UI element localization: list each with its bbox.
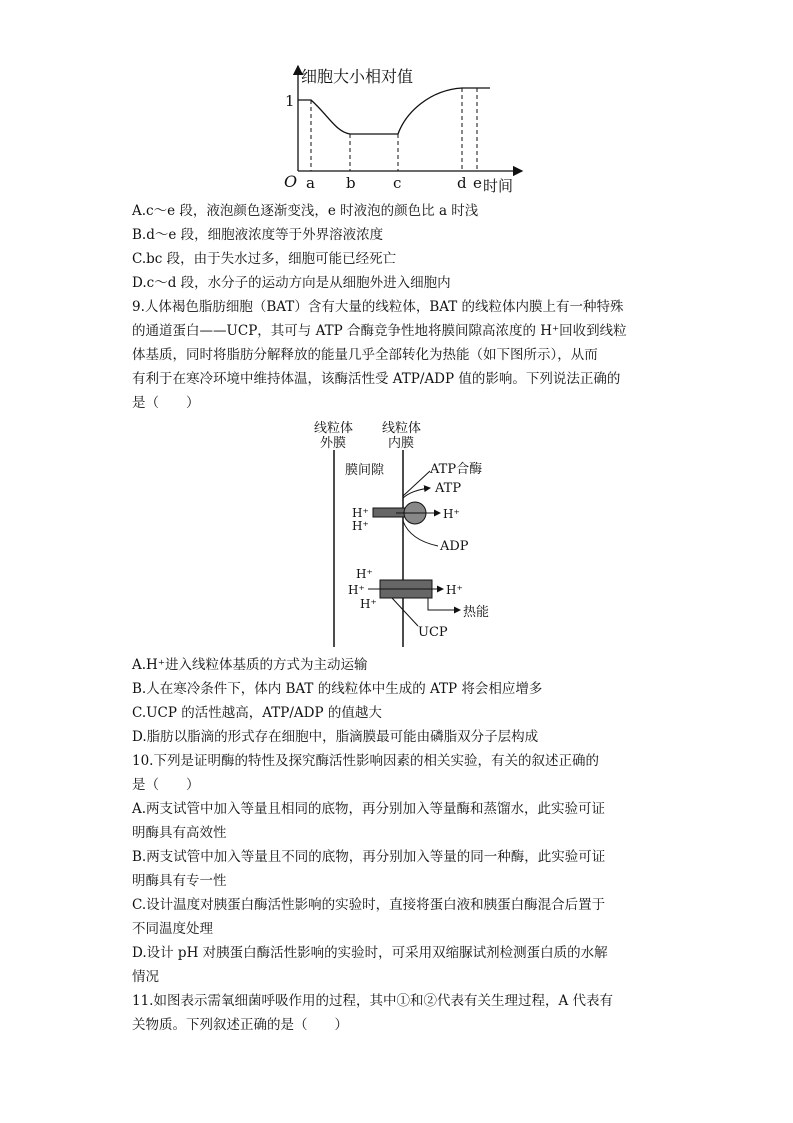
- q10-option-c-line-1: C.设计温度对胰蛋白酶活性影响的实验时，直接将蛋白液和胰蛋白酶混合后置于: [132, 897, 606, 913]
- inner-membrane-label-1: 线粒体: [382, 421, 422, 436]
- q10-option-b-line-1: B.两支试管中加入等量且不同的底物，再分别加入等量的同一种酶，此实验可证: [132, 849, 606, 865]
- ucp-pointer: [392, 598, 418, 626]
- adp-label: ADP: [440, 539, 469, 554]
- graph-y-axis-label: 细胞大小相对值: [301, 67, 414, 86]
- atp-synthase-pointer: [403, 471, 430, 496]
- q8-option-b: B.d～e 段，细胞液浓度等于外界溶液浓度: [132, 227, 384, 243]
- q10-option-d-line-1: D.设计 pH 对胰蛋白酶活性影响的实验时，可采用双缩脲试剂检测蛋白质的水解: [132, 945, 608, 961]
- adp-line: [403, 521, 438, 546]
- q10-option-a-line-2: 明酶具有高效性: [132, 825, 227, 841]
- h-plus-left-3: H⁺: [356, 567, 373, 581]
- h-plus-left-2: H⁺: [352, 519, 369, 533]
- q9-stem-line-3: 体基质，同时将脂肪分解释放的能量几乎全部转化为热能（如下图所示），从而: [132, 347, 598, 363]
- q9-option-a: A.H⁺进入线粒体基质的方式为主动运输: [132, 657, 368, 673]
- q10-stem-line-1: 10.下列是证明酶的特性及探究酶活性影响因素的相关实验，有关的叙述正确的: [132, 753, 599, 769]
- h-plus-left-4: H⁺: [348, 583, 365, 597]
- outer-membrane-label-1: 线粒体: [314, 421, 354, 436]
- q10-option-d-line-2: 情况: [132, 969, 159, 985]
- q10-option-a-line-1: A.两支试管中加入等量且相同的底物，再分别加入等量酶和蒸馏水，此实验可证: [132, 801, 606, 817]
- q8-option-d: D.c～d 段，水分子的运动方向是从细胞外进入细胞内: [132, 275, 451, 291]
- mitochondria-diagram: [300, 418, 520, 650]
- graph-x-tick-e: e: [473, 174, 482, 192]
- graph-y-tick: 1: [285, 92, 295, 110]
- q9-stem-line-4: 有利于在寒冷环境中维持体温，该酶活性受 ATP/ADP 值的影响。下列说法正确的: [132, 371, 621, 387]
- q10-option-c-line-2: 不同温度处理: [132, 921, 213, 937]
- q9-stem-line-2: 的通道蛋白——UCP，其可与 ATP 合酶竞争性地将膜间隙高浓度的 H⁺回收到线粒: [132, 323, 627, 339]
- q9-stem-line-1: 9.人体褐色脂肪细胞（BAT）含有大量的线粒体，BAT 的线粒体内膜上有一种特殊: [132, 299, 624, 315]
- q9-option-d: D.脂肪以脂滴的形式存在细胞中，脂滴膜最可能由磷脂双分子层构成: [132, 729, 539, 745]
- q9-option-b: B.人在寒冷条件下，体内 BAT 的线粒体中生成的 ATP 将会相应增多: [132, 681, 543, 697]
- graph-origin: O: [284, 172, 298, 191]
- graph-x-tick-c: c: [393, 174, 402, 192]
- graph-x-tick-a: a: [306, 174, 315, 192]
- q9-stem-line-5: 是（ ）: [132, 395, 200, 411]
- q10-stem-line-2: 是（ ）: [132, 777, 200, 793]
- graph-x-tick-d: d: [457, 174, 467, 192]
- atp-arrow: [403, 488, 430, 498]
- q11-stem-line-2: 关物质。下列叙述正确的是（ ）: [132, 1017, 348, 1033]
- atp-synthase-label: ATP合酶: [430, 462, 483, 477]
- heat-arrow: [428, 598, 460, 610]
- h-plus-left-5: H⁺: [360, 597, 377, 611]
- cell-size-graph: [270, 60, 540, 200]
- q8-option-a: A.c～e 段，液泡颜色逐渐变浅，e 时液泡的颜色比 a 时浅: [132, 203, 479, 219]
- graph-x-axis-label: 时间: [483, 177, 514, 195]
- atp-label: ATP: [435, 481, 462, 496]
- intermembrane-space-label: 膜间隙: [345, 463, 385, 478]
- outer-membrane-label-2: 外膜: [320, 436, 347, 451]
- h-plus-left-1: H⁺: [352, 506, 369, 520]
- graph-x-tick-b: b: [346, 174, 356, 192]
- q11-stem-line-1: 11.如图表示需氧细菌呼吸作用的过程，其中①和②代表有关生理过程，A 代表有: [132, 993, 614, 1009]
- inner-membrane-label-2: 内膜: [388, 436, 415, 451]
- heat-label: 热能: [463, 605, 490, 620]
- ucp-label: UCP: [418, 625, 448, 640]
- h-plus-right-2: H⁺: [446, 583, 463, 597]
- q8-option-c: C.bc 段，由于失水过多，细胞可能已经死亡: [132, 251, 397, 267]
- h-plus-right-1: H⁺: [443, 507, 460, 521]
- graph-curve: [298, 88, 490, 134]
- q10-option-b-line-2: 明酶具有专一性: [132, 873, 227, 889]
- q9-option-c: C.UCP 的活性越高，ATP/ADP 的值越大: [132, 705, 382, 721]
